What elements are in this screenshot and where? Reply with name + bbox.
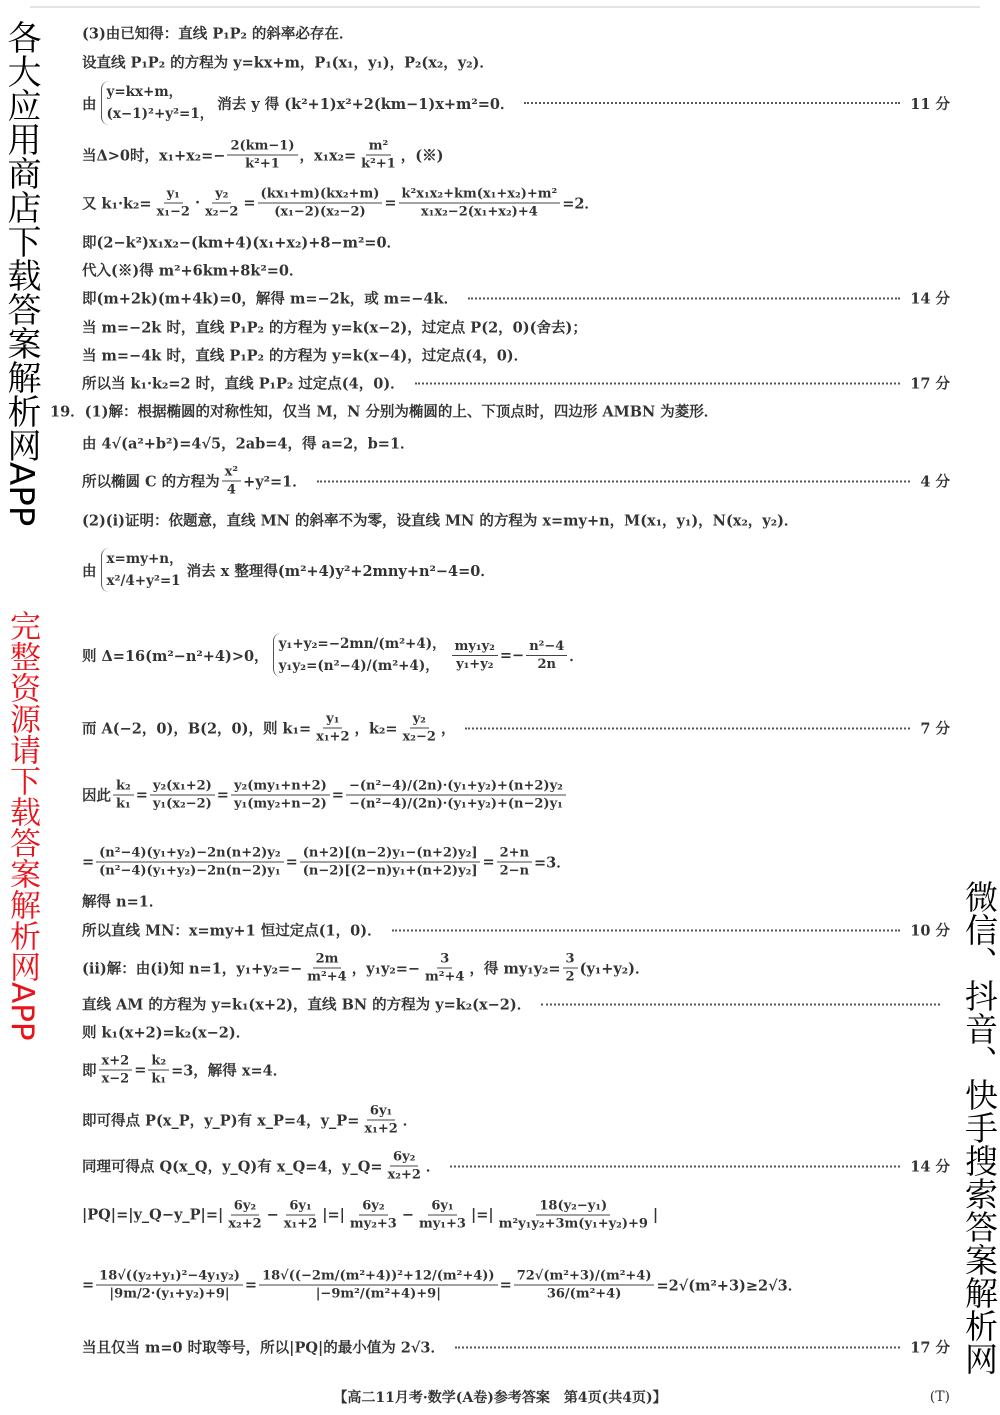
fraction-numerator: n²−4 (526, 638, 567, 656)
text-segment: =2√(m²+3)≥2√3． (656, 1277, 803, 1295)
fraction-numerator: y₂(x₁+2) (150, 778, 215, 796)
dotted-leader (468, 297, 900, 299)
text-segment: | (652, 1206, 659, 1224)
fraction-numerator: 18√((−2m/(m²+4))²+12/(m²+4)) (259, 1268, 497, 1286)
text-segment: = (135, 786, 148, 804)
fraction (99, 1053, 133, 1088)
fraction (361, 1103, 400, 1138)
answer-line (82, 1268, 950, 1303)
answer-line (82, 920, 950, 941)
score-label: 11 分 (910, 95, 950, 113)
text-segment: = (285, 853, 298, 871)
dotted-leader (317, 480, 911, 482)
answer-line (82, 81, 950, 125)
fraction-numerator: 6y₁ (286, 1198, 314, 1216)
fraction (96, 1268, 243, 1303)
text-segment: = (82, 853, 95, 871)
dotted-leader (450, 1165, 900, 1167)
fraction-denominator: m²y₁y₂+3m(y₁+y₂)+9 (498, 1216, 648, 1232)
text-segment: 解得 n=1． (82, 893, 164, 911)
fraction-denominator: m²+4 (425, 969, 465, 985)
fraction-denominator: my₁+3 (419, 1216, 466, 1232)
score-label: 17 分 (910, 375, 950, 393)
fraction-numerator: 3 (437, 951, 452, 969)
dotted-leader (541, 1003, 940, 1005)
text-segment: 当 m=−2k 时，直线 P₁P₂ 的方程为 y=k(x−2)，过定点 P(2，0)(舍去)； (82, 319, 587, 337)
fraction-numerator: my₁y₂ (452, 638, 498, 656)
fraction (225, 1198, 264, 1233)
fraction-numerator: 2+n (497, 845, 532, 863)
text-segment: = (134, 1061, 147, 1079)
text-segment: 19．(1)解：根据椭圆的对称性知，仅当 M，N 分别为椭圆的上、下顶点时，四边形 AMBN 为菱形． (50, 403, 719, 421)
fraction-numerator: 2m (313, 951, 342, 969)
text-segment: 则 k₁(x+2)=k₂(x−2)． (82, 1024, 251, 1042)
fraction-denominator: my₂+3 (349, 1216, 397, 1232)
text-segment: = (244, 1276, 258, 1294)
fraction (416, 1198, 469, 1233)
text-segment: (3)由已知得：直线 P₁P₂ 的斜率必存在． (82, 25, 354, 43)
system-equation: y=kx+m， (106, 84, 183, 100)
system-equation: y₁+y₂=−2mn/(m²+4)， (278, 636, 446, 652)
text-segment: 代入(※)得 m²+6km+8k²=0． (82, 262, 304, 280)
dotted-leader (455, 1346, 900, 1348)
fraction (514, 1268, 655, 1303)
fraction-denominator: x₂−2 (205, 204, 239, 220)
answer-line (82, 1337, 950, 1358)
system-equation: (x−1)²+y²=1， (106, 106, 214, 122)
text-segment: 所以椭圆 C 的方程为 (82, 473, 220, 491)
answer-line (82, 1053, 950, 1088)
fraction-numerator: 18(y₂−y₁) (536, 1198, 610, 1216)
text-segment: · (194, 194, 200, 212)
fraction-denominator: y₁(x₂−2) (152, 796, 212, 812)
fraction-numerator: y₁ (164, 186, 183, 204)
fraction-denominator: (x₁−2)(x₂−2) (274, 204, 366, 220)
text-segment: − (266, 1206, 279, 1224)
fraction (227, 138, 297, 173)
fraction-numerator: x+2 (99, 1053, 133, 1071)
text-segment: ，得 my₁y₂= (469, 960, 561, 978)
text-segment: (2)(ⅰ)证明：依题意，直线 MN 的斜率不为零，设直线 MN 的方程为 x=my+n，M(x₁，y₁)，N(x₂，y₂)． (82, 512, 799, 530)
system-equation: x=my+n， (106, 551, 183, 567)
answer-line (82, 510, 950, 531)
fraction-denominator: (n−2)[(2−n)y₁+(n+2)y₂] (302, 863, 478, 879)
answer-line (82, 994, 950, 1015)
fraction (346, 778, 566, 813)
page-top-border (30, 6, 980, 8)
score-label: 14 分 (910, 1158, 950, 1176)
fraction-numerator: (kx₁+m)(kx₂+m) (258, 186, 383, 204)
answer-line (82, 711, 950, 746)
dotted-leader (524, 102, 900, 104)
fraction-numerator: (n²−4)(y₁+y₂)−2n(n+2)y₂ (96, 845, 283, 863)
text-segment: = (384, 194, 397, 212)
fraction-numerator: m² (366, 138, 391, 156)
text-segment: 设直线 P₁P₂ 的方程为 y=kx+m，P₁(x₁，y₁)，P₂(x₂，y₂)． (82, 54, 494, 72)
fraction-numerator: 3 (563, 951, 578, 969)
fraction-denominator: y₁(my₂+n−2) (233, 796, 327, 812)
text-segment: = (331, 786, 344, 804)
fraction-numerator: y₂ (212, 186, 231, 204)
fraction-denominator: x−2 (101, 1071, 130, 1087)
fraction-numerator: 6y₁ (367, 1103, 395, 1121)
text-segment: 即(2−k²)x₁x₂−(km+4)(x₁+x₂)+8−m²=0． (82, 234, 402, 252)
fraction (496, 1198, 651, 1233)
text-segment: ． (569, 647, 584, 665)
fraction-numerator: 72√(m²+3)/(m²+4) (514, 1268, 655, 1286)
text-segment: = (216, 786, 229, 804)
answer-line (82, 433, 950, 454)
text-segment: |PQ|=|y_Q−y_P|=| (82, 1206, 224, 1224)
text-segment: 所以当 k₁·k₂=2 时，直线 P₁P₂ 过定点(4，0)． (82, 375, 405, 393)
fraction-numerator: k₂ (148, 1053, 169, 1071)
text-segment: 则 Δ=16(m²−n²+4)>0， (82, 647, 269, 665)
answer-line (82, 778, 950, 813)
fraction-numerator: (n+2)[(n−2)y₁−(n+2)y₂] (300, 845, 481, 863)
fraction-numerator: y₁ (323, 711, 342, 729)
answer-line (82, 891, 950, 912)
fraction-denominator: k₁ (116, 796, 131, 812)
fraction (96, 845, 283, 880)
score-label: 17 分 (910, 1339, 950, 1357)
fraction-denominator: x₂−2 (402, 729, 436, 745)
fraction (400, 711, 439, 746)
answer-line (82, 548, 950, 592)
text-segment: =2． (562, 195, 599, 213)
watermark-app-store: 各大应用商店下载答案解析网APP (1, 20, 41, 527)
fraction-denominator: k²+1 (245, 156, 280, 172)
answer-line (82, 1149, 950, 1184)
fraction-denominator: x₁+2 (283, 1216, 318, 1232)
fraction (385, 1149, 424, 1184)
text-segment: |=| (322, 1206, 345, 1224)
text-segment: = (499, 1276, 512, 1294)
text-segment: ． (425, 1158, 441, 1176)
fraction-denominator: 36/(m²+4) (546, 1286, 622, 1302)
dotted-leader (465, 727, 910, 729)
answer-line (82, 373, 950, 394)
fraction (422, 951, 467, 986)
fraction-numerator: 2(km−1) (227, 138, 297, 156)
fraction (452, 638, 498, 673)
fraction-denominator: k²+1 (361, 156, 396, 172)
text-segment: = (482, 853, 495, 871)
fraction-denominator: x₁+2 (316, 729, 350, 745)
footer-code: (T) (929, 1389, 950, 1405)
text-segment: 又 k₁·k₂= (82, 195, 152, 213)
score-label: 14 分 (910, 290, 950, 308)
answer-line (82, 633, 950, 677)
answer-line (82, 288, 950, 309)
text-segment: |=| (470, 1206, 494, 1224)
fraction-denominator: k₁ (151, 1071, 167, 1087)
fraction (202, 186, 241, 221)
text-segment: ． (402, 1112, 418, 1130)
fraction (563, 951, 578, 986)
fraction (148, 1053, 169, 1088)
text-segment: 同理可得点 Q(x_Q，y_Q)有 x_Q=4，y_Q= (82, 1158, 383, 1176)
fraction-denominator: 2 (565, 969, 575, 985)
score-label: 7 分 (920, 720, 950, 738)
text-segment: (y₁+y₂)． (579, 960, 650, 978)
answer-line (82, 260, 950, 281)
text-segment: ， (440, 720, 456, 738)
equation-system (101, 81, 214, 125)
answer-line (82, 317, 950, 338)
fraction-denominator: (n²−4)(y₁+y₂)−2n(n−2)y₁ (99, 863, 281, 879)
system-equation: x²/4+y²=1 (106, 573, 181, 589)
fraction-numerator: 6y₂ (390, 1149, 418, 1167)
text-segment: =3，解得 x=4． (171, 1062, 288, 1080)
watermark-social: 微信、抖音、快手搜索答案解析网 (960, 880, 999, 1375)
watermark-download: 完整资源请下载答案解析网APP (4, 610, 40, 1041)
fraction (281, 1198, 320, 1233)
fraction-denominator: x₁x₂−2(x₁+x₂)+4 (420, 204, 538, 220)
text-segment: ，(※) (400, 147, 444, 165)
text-segment: = (82, 1276, 95, 1294)
fraction-denominator: x₁+2 (364, 1121, 398, 1137)
fraction-numerator: 18√((y₂+y₁)²−4y₁y₂) (96, 1268, 243, 1286)
answer-line (82, 232, 950, 253)
fraction-numerator: x² (222, 464, 241, 482)
fraction-numerator: 6y₁ (428, 1198, 456, 1216)
fraction-numerator: −(n²−4)/(2n)·(y₁+y₂)+(n+2)y₂ (346, 778, 566, 796)
text-segment: 由 (82, 95, 97, 113)
fraction-denominator: |9m/2·(y₁+y₂)+9| (109, 1286, 230, 1302)
fraction-denominator: x₂+2 (228, 1216, 262, 1232)
fraction (399, 186, 561, 221)
fraction-denominator: 4 (226, 482, 236, 498)
system-equation: y₁y₂=(n²−4)/(m²+4)， (278, 658, 439, 674)
fraction (347, 1198, 400, 1233)
dotted-leader (415, 382, 901, 384)
answer-line (82, 1103, 950, 1138)
fraction-denominator: 2−n (499, 863, 530, 879)
fraction-numerator: y₂ (410, 711, 429, 729)
fraction (259, 1268, 497, 1303)
fraction (313, 711, 352, 746)
fraction-numerator: 6y₂ (359, 1198, 387, 1216)
text-segment: 而 A(−2，0)，B(2，0)，则 k₁= (82, 720, 312, 738)
answer-line (82, 951, 950, 986)
equation-system (273, 633, 446, 677)
fraction (304, 951, 349, 986)
fraction (113, 778, 134, 813)
score-label: 4 分 (920, 473, 950, 491)
text-segment: ，x₁x₂= (299, 147, 357, 165)
text-segment: − (401, 1206, 414, 1224)
answer-line (82, 23, 950, 44)
text-segment: 直线 AM 的方程为 y=k₁(x+2)，直线 BN 的方程为 y=k₂(x−2)． (82, 996, 532, 1014)
answer-line (82, 52, 950, 73)
page-footer: 【高二11月考·数学(A卷)参考答案 第4页(共4页)】 (333, 1390, 667, 1406)
fraction-denominator: x₁−2 (156, 204, 190, 220)
text-segment: 当Δ>0时，x₁+x₂=− (82, 147, 226, 165)
fraction-numerator: 6y₂ (231, 1198, 259, 1216)
text-segment: 即 (82, 1062, 97, 1080)
text-segment: 消去 x 整理得(m²+4)y²+2mny+n²−4=0． (186, 562, 495, 580)
answer-line (82, 464, 950, 499)
equation-system (101, 548, 183, 592)
fraction-denominator: |−9m²/(m²+4)+9| (315, 1286, 441, 1302)
text-segment: 当 m=−4k 时，直线 P₁P₂ 的方程为 y=k(x−4)，过定点(4，0)． (82, 347, 529, 365)
answer-line (50, 401, 950, 422)
score-label: 10 分 (910, 922, 950, 940)
text-segment: 消去 y 得 (k²+1)x²+2(km−1)x+m²=0． (217, 95, 515, 113)
text-segment: ，k₂= (354, 720, 398, 738)
text-segment: =− (499, 646, 525, 664)
fraction (150, 778, 215, 813)
answer-line (82, 845, 950, 880)
fraction-denominator: y₁+y₂ (456, 656, 494, 672)
text-segment: 由 4√(a²+b²)=4√5，2ab=4，得 a=2，b=1． (82, 435, 415, 453)
text-segment: ，y₁y₂=− (351, 960, 421, 978)
text-segment: 当且仅当 m=0 时取等号，所以|PQ|的最小值为 2√3． (82, 1339, 446, 1357)
fraction (154, 186, 193, 221)
fraction (222, 464, 241, 499)
text-segment: 所以直线 MN：x=my+1 恒过定点(1，0)． (82, 922, 382, 940)
answer-line (82, 1198, 950, 1233)
answer-line (82, 186, 950, 221)
fraction-denominator: m²+4 (307, 969, 347, 985)
fraction (231, 778, 330, 813)
text-segment: +y²=1． (243, 473, 307, 491)
fraction-denominator: 2n (537, 656, 556, 672)
fraction (497, 845, 532, 880)
text-segment: =3． (534, 854, 571, 872)
fraction (358, 138, 399, 173)
fraction (258, 186, 383, 221)
dotted-leader (392, 929, 901, 931)
answer-line (82, 1022, 950, 1043)
fraction-denominator: x₂+2 (387, 1167, 421, 1183)
fraction (526, 638, 567, 673)
text-segment: 由 (82, 562, 97, 580)
text-segment: 即(m+2k)(m+4k)=0，解得 m=−2k，或 m=−4k． (82, 290, 459, 308)
fraction-numerator: k²x₁x₂+km(x₁+x₂)+m² (399, 186, 561, 204)
fraction (300, 845, 481, 880)
answer-line (82, 138, 950, 173)
text-segment: = (243, 194, 256, 212)
text-segment: 因此 (82, 787, 111, 805)
fraction-numerator: y₂(my₁+n+2) (231, 778, 330, 796)
fraction-numerator: k₂ (113, 778, 134, 796)
answer-line (82, 345, 950, 366)
text-segment: 即可得点 P(x_P，y_P)有 x_P=4，y_P= (82, 1112, 360, 1130)
fraction-denominator: −(n²−4)/(2n)·(y₁+y₂)+(n−2)y₁ (348, 796, 563, 812)
text-segment: (ⅱ)解：由(ⅰ)知 n=1，y₁+y₂=− (82, 960, 303, 978)
